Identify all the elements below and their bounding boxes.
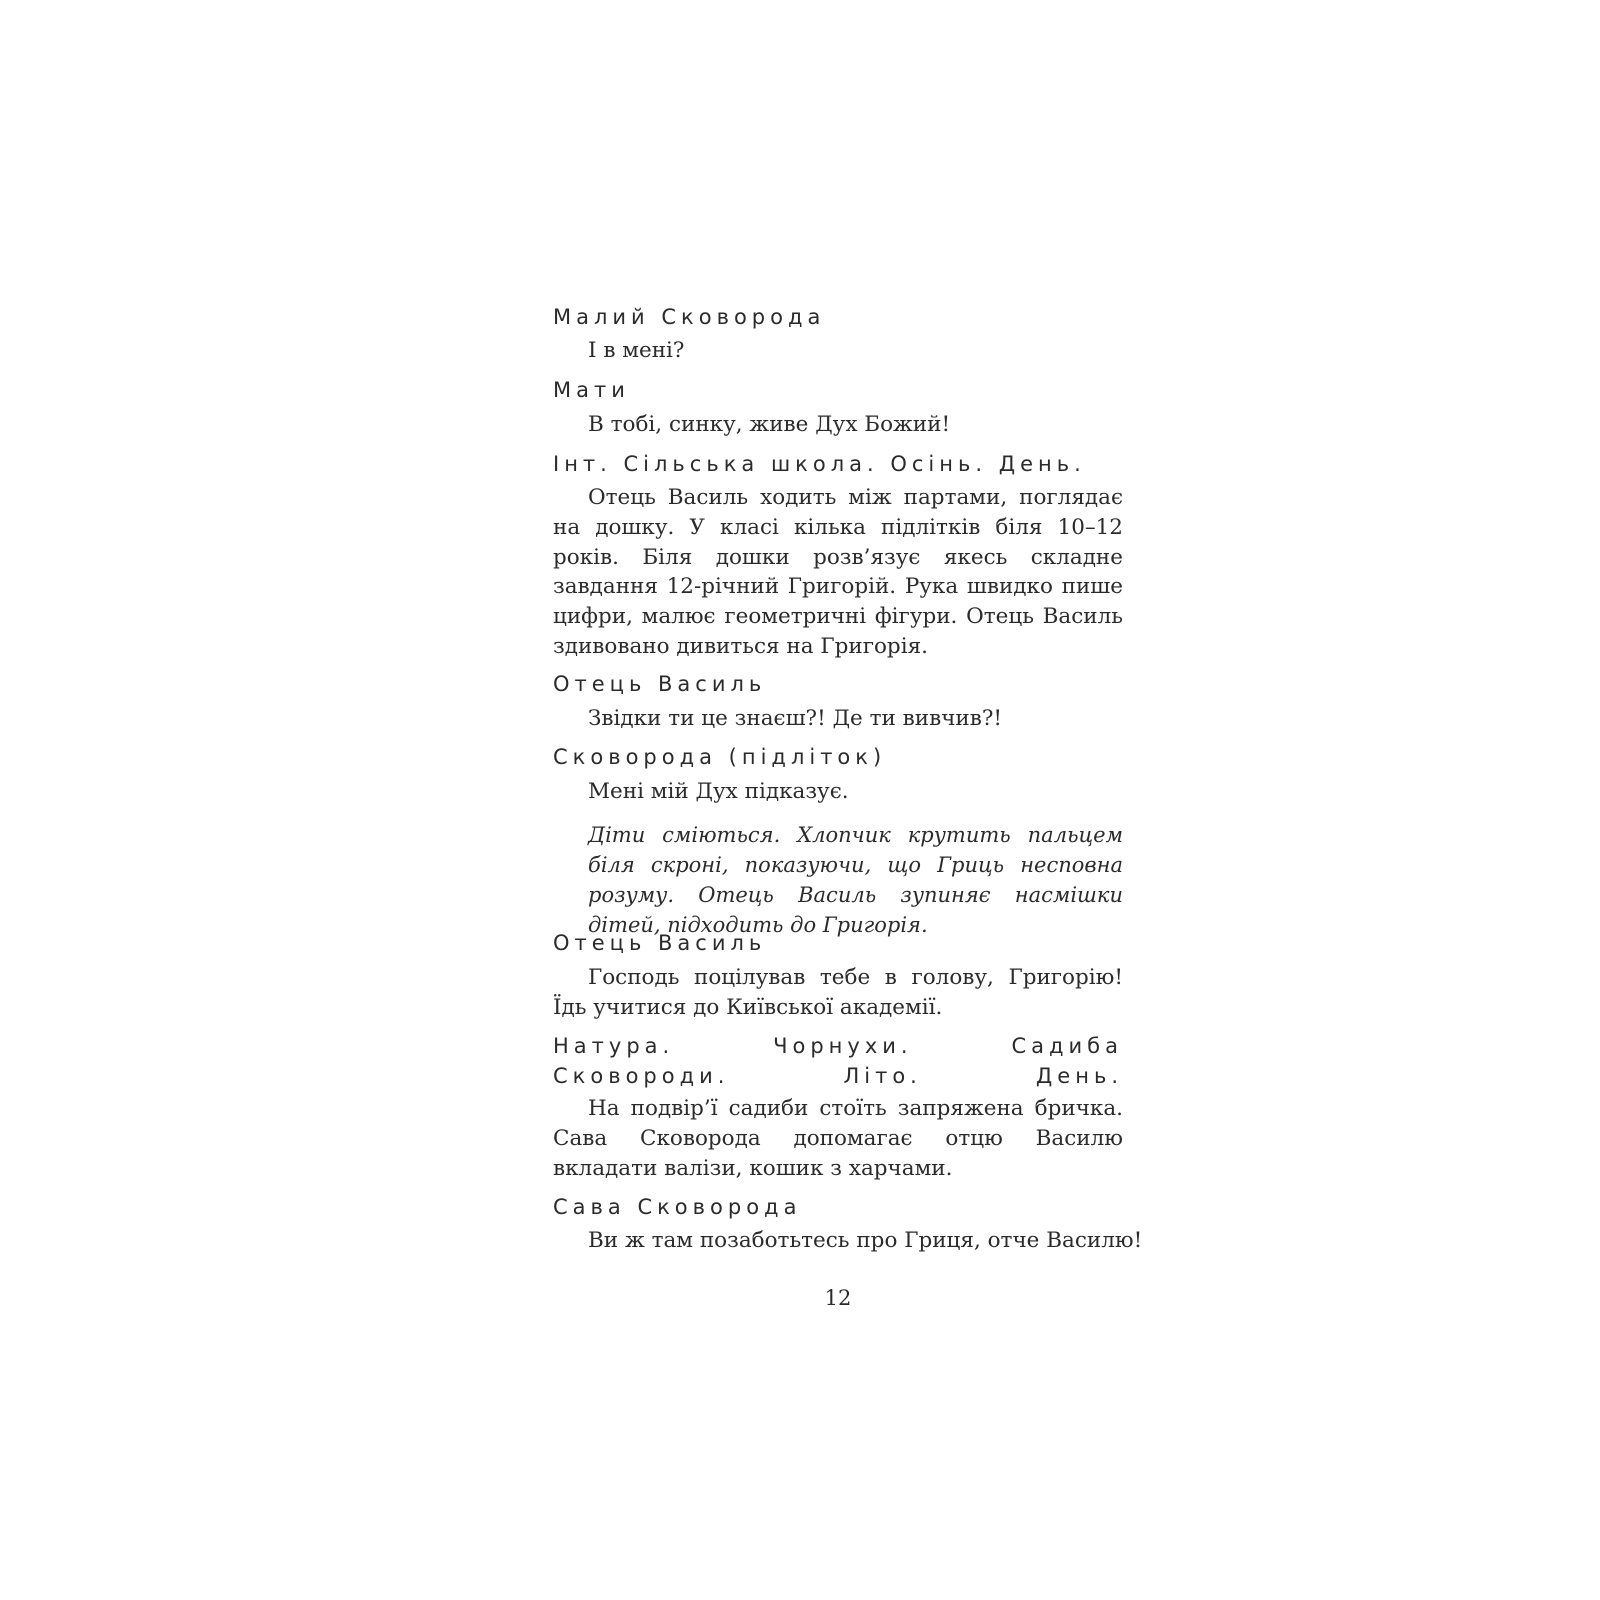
stage-direction: Діти сміються. Хлопчик крутить пальцем біля скроні, показуючи, що Гриць несповна розуму. Отець Василь зупиняє насмішки дітей, підходить до Григорія. bbox=[588, 823, 1123, 937]
action-paragraph: Отець Василь ходить між партами, поглядає на дошку. У класі кілька підлітків біля 10–12 років. Біля дошки розв’язує якесь складне завдання 12-річний Григорій. Рука швидко пише цифри, малює геометричні фігури. Отець Василь здивовано дивиться на Григорія. bbox=[553, 485, 1123, 659]
dialogue-line: Мені мій Дух підказує. bbox=[588, 779, 849, 804]
scene-heading: Натура. Чорнухи. Садиба Сковороди. Літо. День. bbox=[553, 1034, 1123, 1088]
dialogue-paragraph: Господь поцілував тебе в голову, Григорію! Їдь учитися до Київської академії. bbox=[553, 965, 1123, 1020]
speaker-name: Отець Василь bbox=[553, 931, 767, 955]
dialogue-line: Звідки ти це знаєш?! Де ти вивчив?! bbox=[588, 706, 1003, 731]
speaker-name: Сава Сковорода bbox=[553, 1195, 802, 1219]
dialogue-line: В тобі, синку, живе Дух Божий! bbox=[588, 412, 951, 437]
speaker-name: Малий Сковорода bbox=[553, 305, 826, 329]
dialogue-line: І в мені? bbox=[588, 338, 685, 363]
speaker-name: Отець Василь bbox=[553, 672, 767, 696]
action-paragraph: На подвір’ї садиби стоїть запряжена бричка. Сава Сковорода допомагає отцю Василю вкладати валізи, кошик з харчами. bbox=[553, 1096, 1123, 1181]
dialogue-line: Ви ж там позаботьтесь про Гриця, отче Василю! bbox=[588, 1228, 1143, 1253]
speaker-name: Мати bbox=[553, 378, 630, 402]
speaker-name: Сковорода (підліток) bbox=[553, 745, 887, 769]
scene-heading: Інт. Сільська школа. Осінь. День. bbox=[553, 452, 1086, 476]
page-number: 12 bbox=[824, 1286, 852, 1310]
